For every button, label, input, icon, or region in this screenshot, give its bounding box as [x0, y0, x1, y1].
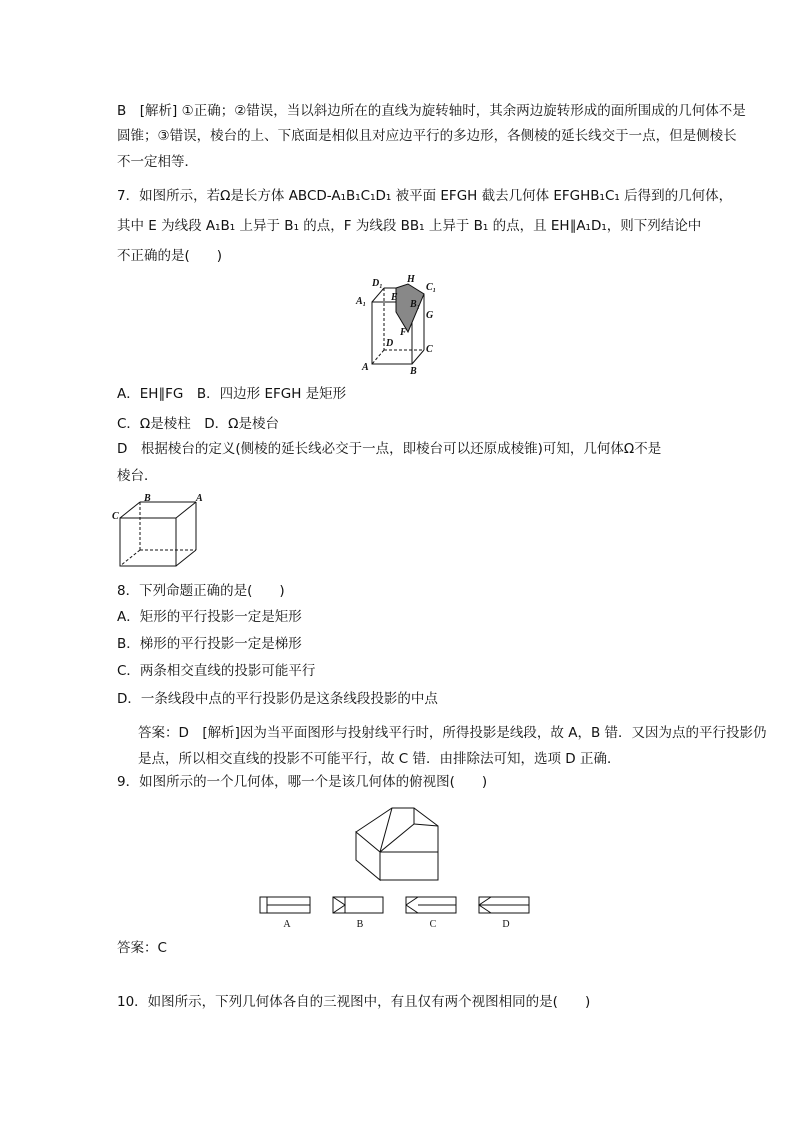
- label-F: F: [400, 327, 407, 338]
- q7-stem-line1: 7．如图所示，若Ω是长方体 ABCD-A₁B₁C₁D₁ 被平面 EFGH 截去几何体 EFGHB₁C₁ 后得到的几何体，: [117, 188, 733, 204]
- q7-stem-line3: 不正确的是( ): [117, 248, 223, 264]
- label-B1: B₁: [410, 299, 421, 310]
- q8-option-b: B．梯形的平行投影一定是梯形: [117, 636, 302, 652]
- label-G: G: [426, 310, 434, 321]
- q8-answer-line2: 是点，所以相交直线的投影不可能平行，故 C 错．由排除法可知，选项 D 正确．: [138, 751, 621, 767]
- q10-stem: 10．如图所示，下列几何体各自的三视图中，有且仅有两个视图相同的是( ): [117, 994, 591, 1010]
- label-H: H: [407, 274, 415, 285]
- label-A: A: [362, 362, 369, 373]
- label-C1: C₁: [426, 282, 437, 293]
- q7-answer-line2: 棱台．: [117, 468, 158, 484]
- q6-answer-line2: 圆锥；③错误，棱台的上、下底面是相似且对应边平行的多边形，各侧棱的延长线交于一点，但是侧棱长: [117, 128, 737, 144]
- q7-cube-figure: [110, 492, 210, 572]
- q8-answer-line1: 答案：D [解析]因为当平面图形与投射线平行时，所得投影是线段，故 A，B 错．又因为点的平行投影仍: [138, 725, 767, 741]
- q7-answer-line1: D 根据棱台的定义(侧棱的延长线必交于一点，即棱台可以还原成棱锥)可知，几何体Ω不是: [117, 441, 662, 457]
- q9-choice-label-a: A: [283, 919, 291, 930]
- q7-cuboid-figure: [350, 272, 450, 377]
- label-D: D: [386, 338, 394, 349]
- q8-option-a: A．矩形的平行投影一定是矩形: [117, 609, 302, 625]
- label-D1: D₁: [372, 278, 383, 289]
- label-B: B: [410, 366, 417, 377]
- q6-answer-line1: B [解析] ①正确；②错误，当以斜边所在的直线为旋转轴时，其余两边旋转形成的面所围成的几何体不是: [117, 103, 746, 119]
- cube-label-C: C: [112, 511, 119, 522]
- label-C: C: [426, 344, 433, 355]
- q7-options-line1: A．EH∥FG B．四边形 EFGH 是矩形: [117, 386, 347, 402]
- label-E: E: [391, 292, 398, 303]
- q7-stem-line2: 其中 E 为线段 A₁B₁ 上异于 B₁ 的点，F 为线段 BB₁ 上异于 B₁ 的点，且 EH∥A₁D₁，则下列结论中: [117, 218, 702, 234]
- q7-options-line2: C．Ω是棱柱 D．Ω是棱台: [117, 416, 279, 432]
- q9-choice-label-b: B: [356, 919, 364, 930]
- q9-choices: [255, 893, 535, 933]
- cube-label-B: B: [144, 493, 151, 504]
- q8-stem: 8．下列命题正确的是( ): [117, 583, 285, 599]
- q9-choice-label-d: D: [502, 919, 510, 930]
- q6-answer-line3: 不一定相等．: [117, 154, 198, 170]
- q9-choice-label-c: C: [429, 919, 437, 930]
- cube-label-A: A: [196, 493, 203, 504]
- q8-option-c: C．两条相交直线的投影可能平行: [117, 663, 316, 679]
- q8-option-d: D．一条线段中点的平行投影仍是这条线段投影的中点: [117, 691, 438, 707]
- q9-answer: 答案：C: [117, 940, 167, 956]
- q9-stem: 9．如图所示的一个几何体，哪一个是该几何体的俯视图( ): [117, 774, 488, 790]
- q9-solid-figure: [352, 802, 444, 882]
- label-A1: A₁: [356, 296, 367, 307]
